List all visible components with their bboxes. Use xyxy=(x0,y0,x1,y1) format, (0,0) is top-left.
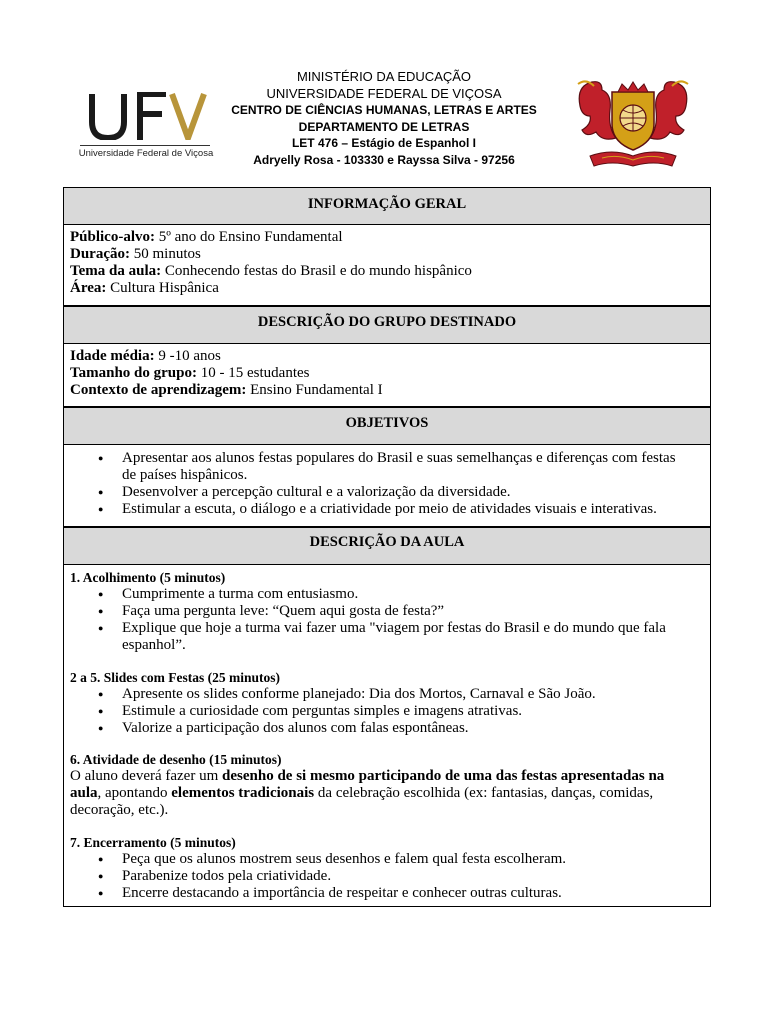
info-publico: Público-alvo: 5º ano do Ensino Fundamental xyxy=(70,229,343,245)
step4-list xyxy=(70,851,704,902)
list-item: ● Encerre destacando a importância de respeitar e conhecer outras culturas. xyxy=(122,885,704,902)
header-course: LET 476 – Estágio de Espanhol I xyxy=(291,136,477,150)
section-info-content xyxy=(64,225,710,305)
info-tema: Tema da aula: Conhecendo festas do Brasil e do mundo hispânico xyxy=(70,263,472,279)
header-university: UNIVERSIDADE FEDERAL DE VIÇOSA xyxy=(266,86,502,101)
section-aula-title: DESCRIÇÃO DA AULA xyxy=(309,534,465,550)
list-item: ● Desenvolver a percepção cultural e a valorização da diversidade. xyxy=(122,484,704,501)
step1-heading: 1. Acolhimento (5 minutos) xyxy=(70,570,226,585)
list-item: ● Parabenize todos pela criatividade. xyxy=(122,868,704,885)
list-item: ● Explique que hoje a turma vai fazer uma "viagem por festas do Brasil e do mundo que fala espanhol”. xyxy=(122,620,704,654)
list-item: ● Faça uma pergunta leve: “Quem aqui gosta de festa?” xyxy=(122,603,704,620)
list-item: ● Valorize a participação dos alunos com falas espontâneas. xyxy=(122,720,704,737)
step2-heading: 2 a 5. Slides com Festas (25 minutos) xyxy=(70,670,280,685)
list-item: ● Estimular a escuta, o diálogo e a criatividade por meio de atividades visuais e interativas. xyxy=(122,501,704,518)
list-item: ● Cumprimente a turma com entusiasmo. xyxy=(122,586,704,603)
document-header xyxy=(220,68,548,168)
ufv-letters-logo xyxy=(88,92,208,140)
section-objetivos-content xyxy=(64,445,710,526)
list-item: ● Peça que os alunos mostrem seus desenhos e falem qual festa escolheram. xyxy=(122,851,704,868)
step1-list xyxy=(70,586,704,654)
info-area: Área: Cultura Hispânica xyxy=(70,280,219,296)
header-ministry: MINISTÉRIO DA EDUCAÇÃO xyxy=(296,69,472,84)
header-center: CENTRO DE CIÊNCIAS HUMANAS, LETRAS E ARTES xyxy=(231,103,537,117)
logo-subtitle: Universidade Federal de Viçosa xyxy=(78,148,214,159)
section-objetivos-title: OBJETIVOS xyxy=(345,415,429,431)
university-crest-icon xyxy=(572,76,694,170)
grupo-idade: Idade média: 9 -10 anos xyxy=(70,348,221,364)
header-authors: Adryelly Rosa - 103330 e Rayssa Silva - 97256 xyxy=(253,152,515,167)
ufv-logo xyxy=(78,92,214,164)
section-aula-content xyxy=(64,565,710,902)
step3-paragraph: O aluno deverá fazer um desenho de si mesmo participando de uma das festas apresentadas na aula, apontando elementos tradicionais da celebração escolhida (ex: fantasias, danças, comidas, decoração, etc.). xyxy=(70,768,665,818)
grupo-contexto: Contexto de aprendizagem: Ensino Fundamental I xyxy=(70,382,383,398)
list-item: ● Estimule a curiosidade com perguntas simples e imagens atrativas. xyxy=(122,703,704,720)
section-objetivos-header xyxy=(64,406,710,445)
section-grupo-title: DESCRIÇÃO DO GRUPO DESTINADO xyxy=(257,314,517,330)
lesson-plan-table xyxy=(63,187,711,907)
step2-list xyxy=(70,686,704,737)
section-grupo-content xyxy=(64,344,710,406)
grupo-tamanho: Tamanho do grupo: 10 - 15 estudantes xyxy=(70,365,310,381)
logo-divider xyxy=(80,145,210,146)
header-department: DEPARTAMENTO DE LETRAS xyxy=(298,119,470,134)
objetivos-list xyxy=(70,450,704,518)
section-grupo-header xyxy=(64,305,710,344)
section-info-header xyxy=(64,188,710,225)
step3-heading: 6. Atividade de desenho (15 minutos) xyxy=(70,752,282,767)
info-duracao: Duração: 50 minutos xyxy=(70,246,201,262)
step4-heading: 7. Encerramento (5 minutos) xyxy=(70,835,236,850)
section-aula-header xyxy=(64,526,710,565)
section-info-title: INFORMAÇÃO GERAL xyxy=(307,196,467,212)
list-item: ● Apresente os slides conforme planejado: Dia dos Mortos, Carnaval e São João. xyxy=(122,686,704,703)
list-item: ● Apresentar aos alunos festas populares do Brasil e suas semelhanças e diferenças com festas de países hispânicos. xyxy=(122,450,704,484)
